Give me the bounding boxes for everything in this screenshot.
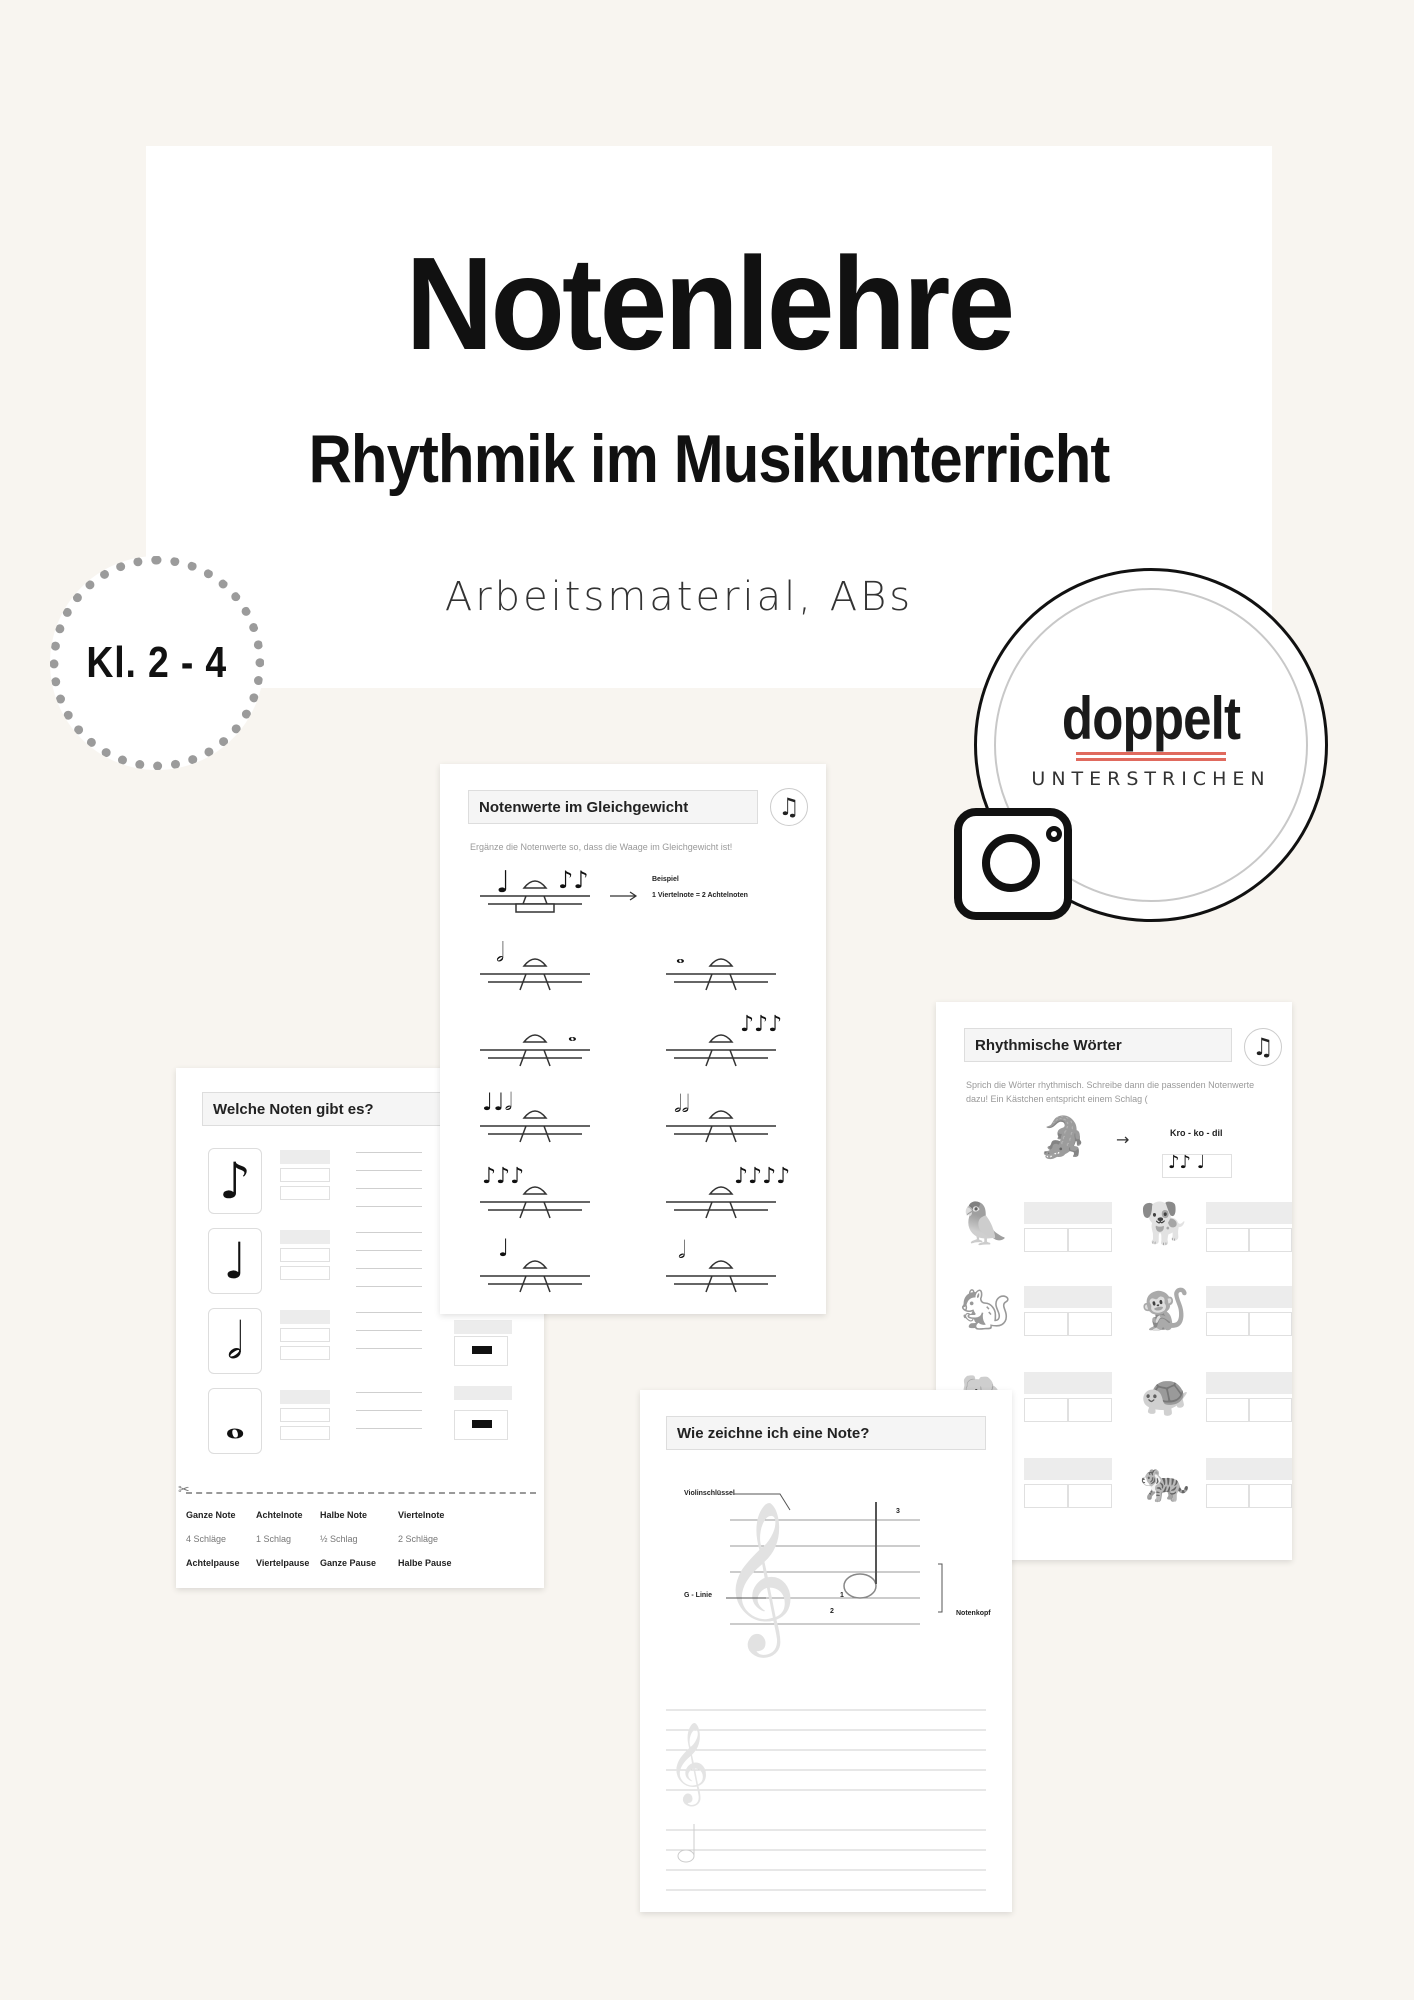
- answer-box: [280, 1426, 330, 1440]
- example-notes: ♪♪ ♩: [1168, 1152, 1206, 1173]
- cutout-label: 2 Schläge: [398, 1534, 439, 1544]
- cutout-label: 1 Schlag: [256, 1534, 292, 1544]
- answer-box: [280, 1266, 330, 1280]
- music-note-icon: ♫: [1244, 1028, 1282, 1066]
- notehead-label: Notenkopf: [956, 1610, 991, 1617]
- logo-word: doppelt: [1061, 685, 1241, 752]
- answer-field: [1024, 1372, 1112, 1394]
- cut-line: [186, 1492, 536, 1494]
- note-right: 𝅗𝅥𝅗𝅥: [674, 1090, 690, 1118]
- instagram-dot: [1046, 826, 1062, 842]
- answer-field: [454, 1386, 512, 1400]
- dog-icon: 🐕: [1140, 1201, 1190, 1247]
- grade-badge: [50, 556, 264, 770]
- cutout-label: Achtelpause: [186, 1558, 240, 1568]
- writing-line: [356, 1312, 422, 1313]
- step-3: 3: [896, 1508, 900, 1515]
- sheet-title-bar: [964, 1028, 1232, 1062]
- writing-line: [356, 1232, 422, 1233]
- bracket: [938, 1564, 942, 1612]
- answer-box: [1024, 1484, 1068, 1508]
- answer-field: [1024, 1202, 1112, 1224]
- step-1: 1: [840, 1592, 844, 1599]
- writing-line: [356, 1330, 422, 1331]
- answer-box: [1024, 1312, 1068, 1336]
- parrot-icon: 🦜: [960, 1201, 1010, 1247]
- answer-box: [1249, 1312, 1292, 1336]
- note-right: ♪♪: [558, 866, 589, 894]
- answer-field: [1206, 1458, 1292, 1480]
- writing-staff: [666, 1710, 986, 1890]
- instruction: Ergänze die Notenwerte so, dass die Waage im Gleichgewicht ist!: [470, 842, 733, 852]
- note-left: ♩: [496, 865, 511, 900]
- squirrel-icon: 🐿: [960, 1287, 1011, 1333]
- note-right: ♪♪♪♪: [734, 1164, 791, 1189]
- balance-scale: [480, 1187, 590, 1218]
- instruction: dazu! Ein Kästchen entspricht einem Schlag (: [966, 1094, 1148, 1104]
- balance-scale: [480, 1261, 590, 1292]
- answer-box: [280, 1186, 330, 1200]
- writing-line: [356, 1188, 422, 1189]
- cutout-label: ½ Schlag: [320, 1534, 358, 1544]
- main-title: Notenlehre: [405, 230, 1013, 377]
- logo-underline: [1076, 758, 1226, 761]
- instruction: Sprich die Wörter rhythmisch. Schreibe dann die passenden Notenwerte: [966, 1080, 1255, 1090]
- writing-line: [356, 1170, 422, 1171]
- staff-diagram: [640, 1390, 1012, 1912]
- monkey-icon: 🐒: [1140, 1287, 1190, 1333]
- answer-field: [1206, 1202, 1292, 1224]
- instagram-lens: [982, 834, 1040, 892]
- worksheet-draw: [640, 1390, 1012, 1912]
- worksheet-balance: [440, 764, 826, 1314]
- note-left: 𝅗𝅥: [496, 938, 505, 968]
- writing-line: [356, 1428, 422, 1429]
- step-2: 2: [830, 1608, 834, 1615]
- sheet-title: Rhythmische Wörter: [975, 1036, 1122, 1054]
- arrow-icon: →: [1116, 1130, 1130, 1149]
- writing-line: [356, 1206, 422, 1207]
- cutout-label: 4 Schläge: [186, 1534, 227, 1544]
- balance-scale: [666, 1187, 776, 1218]
- cutout-label: Viertelnote: [398, 1510, 445, 1520]
- balance-scale: [666, 1261, 776, 1292]
- balance-scales: [440, 764, 826, 1314]
- cutout-label: Ganze Note: [186, 1510, 236, 1520]
- answer-field: [280, 1150, 330, 1164]
- scissors-icon: ✂: [178, 1482, 190, 1498]
- answer-box: [280, 1346, 330, 1360]
- note-left: ♩♩𝅗𝅥: [482, 1088, 513, 1116]
- writing-line: [356, 1286, 422, 1287]
- quarter-note-card: ♩: [208, 1228, 262, 1294]
- grade-label: Kl. 2 - 4: [86, 638, 228, 687]
- answer-box: [280, 1168, 330, 1182]
- eighth-note-card: ♪: [208, 1148, 262, 1214]
- note-left: ♩: [498, 1234, 510, 1262]
- logo-subtitle: UNTERSTRICHEN: [1031, 768, 1271, 790]
- tiger-icon: 🐅: [1140, 1459, 1190, 1505]
- answer-box: [1068, 1484, 1112, 1508]
- sheet-title: Wie zeichne ich eine Note?: [677, 1424, 870, 1442]
- example-word: Kro - ko - dil: [1170, 1128, 1223, 1138]
- answer-field: [1206, 1372, 1292, 1394]
- answer-box: [1206, 1312, 1249, 1336]
- sheet-title: Welche Noten gibt es?: [213, 1100, 374, 1118]
- turtle-icon: 🐢: [1140, 1373, 1190, 1419]
- answer-box: [1068, 1228, 1112, 1252]
- treble-clef-icon: 𝄞: [668, 1721, 710, 1803]
- logo-underline: [1076, 752, 1226, 755]
- treble-clef-icon: 𝄞: [720, 1499, 797, 1651]
- example-label: Beispiel: [652, 876, 679, 883]
- answer-box: [1024, 1398, 1068, 1422]
- answer-field: [1024, 1286, 1112, 1308]
- notehead-shape: [844, 1574, 876, 1598]
- g-line-label: G - Linie: [684, 1592, 712, 1599]
- half-note-card: 𝅗𝅥: [208, 1308, 262, 1374]
- answer-box: [1068, 1398, 1112, 1422]
- balance-scale: [666, 1035, 776, 1066]
- clef-label: Violinschlüssel: [684, 1490, 735, 1497]
- answer-box: [280, 1248, 330, 1262]
- music-note-icon: ♫: [770, 788, 808, 826]
- answer-field: [1024, 1458, 1112, 1480]
- answer-box: [1249, 1484, 1292, 1508]
- half-rest-icon: [472, 1346, 492, 1354]
- answer-field: [280, 1310, 330, 1324]
- writing-line: [356, 1152, 422, 1153]
- example-text: 1 Viertelnote = 2 Achtelnoten: [652, 892, 748, 899]
- notehead-shape: [678, 1850, 694, 1862]
- note-left: ♪♪♪: [482, 1164, 525, 1189]
- answer-box: [1206, 1398, 1249, 1422]
- cutout-label: Viertelpause: [256, 1558, 310, 1568]
- answer-box: [1206, 1228, 1249, 1252]
- answer-field: [1206, 1286, 1292, 1308]
- sheet-title: Notenwerte im Gleichgewicht: [479, 798, 689, 816]
- note-right: 𝅗𝅥: [678, 1236, 686, 1264]
- note-right: ♪♪♪: [740, 1012, 783, 1037]
- cutout-label: Halbe Note: [320, 1510, 368, 1520]
- subtitle: Rhythmik im Musikunterricht: [308, 421, 1110, 497]
- answer-box: [280, 1408, 330, 1422]
- answer-box: [1206, 1484, 1249, 1508]
- answer-field: [280, 1230, 330, 1244]
- tagline: Arbeitsmaterial, ABs: [444, 574, 914, 620]
- writing-line: [356, 1268, 422, 1269]
- cutout-label: Ganze Pause: [320, 1558, 377, 1568]
- answer-box: [1024, 1228, 1068, 1252]
- answer-field: [280, 1390, 330, 1404]
- crocodile-icon: 🐊: [1038, 1115, 1088, 1161]
- answer-box: [1068, 1312, 1112, 1336]
- arrow: [610, 892, 636, 900]
- note-right: 𝅝: [568, 1022, 577, 1047]
- writing-line: [356, 1250, 422, 1251]
- cutout-label: Halbe Pause: [398, 1558, 452, 1568]
- whole-rest-icon: [472, 1420, 492, 1428]
- answer-box: [280, 1328, 330, 1342]
- cutout-label: Achtelnote: [256, 1510, 303, 1520]
- answer-field: [454, 1320, 512, 1334]
- writing-line: [356, 1410, 422, 1411]
- whole-note-card: 𝅝: [208, 1388, 262, 1454]
- note-right: 𝅝: [676, 944, 685, 969]
- writing-line: [356, 1392, 422, 1393]
- answer-box: [1249, 1228, 1292, 1252]
- answer-box: [1249, 1398, 1292, 1422]
- writing-line: [356, 1348, 422, 1349]
